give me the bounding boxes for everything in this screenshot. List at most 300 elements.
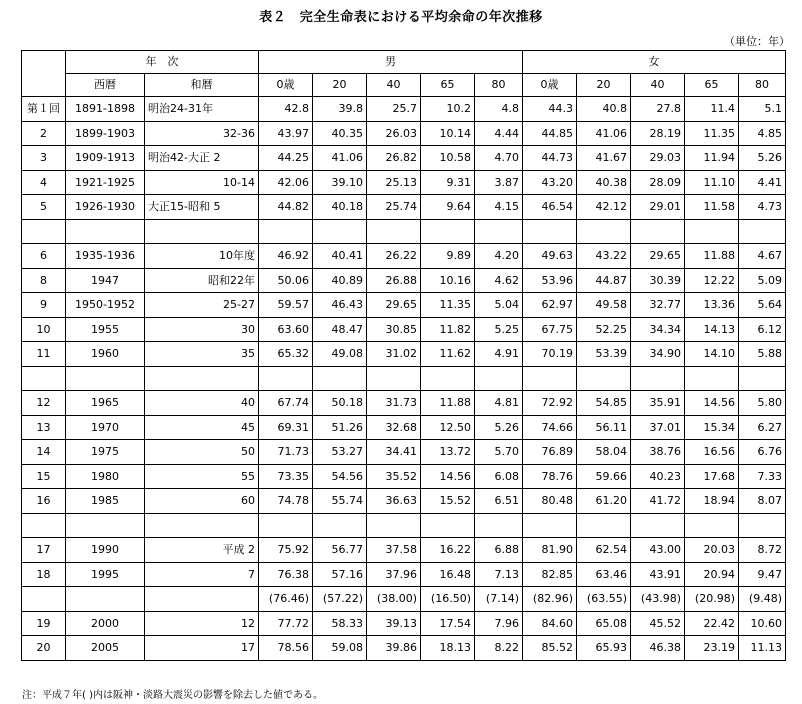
empty-cell — [367, 219, 421, 244]
female-value-cell: 58.04 — [577, 440, 631, 465]
wareki-cell: 35 — [145, 342, 259, 367]
empty-cell — [685, 219, 739, 244]
wareki-header: 和暦 — [145, 74, 259, 97]
wareki-cell: 32-36 — [145, 121, 259, 146]
seireki-cell: 1990 — [66, 538, 145, 563]
table-row — [22, 464, 786, 489]
female-value-cell: 42.12 — [577, 195, 631, 220]
table-row — [22, 538, 786, 563]
female-value-cell: 41.72 — [631, 489, 685, 514]
female-value-cell: 80.48 — [523, 489, 577, 514]
male-value-cell: (16.50) — [421, 587, 475, 612]
female-value-cell: 14.13 — [685, 317, 739, 342]
female-value-cell: 85.52 — [523, 636, 577, 661]
female-value-cell: 13.36 — [685, 293, 739, 318]
male-age-header: 0歳 — [259, 74, 313, 97]
female-value-cell: 28.19 — [631, 121, 685, 146]
empty-cell — [259, 219, 313, 244]
female-value-cell: 72.92 — [523, 391, 577, 416]
wareki-cell: 50 — [145, 440, 259, 465]
empty-cell — [367, 366, 421, 391]
male-value-cell: (76.46) — [259, 587, 313, 612]
empty-cell — [523, 366, 577, 391]
male-value-cell: (38.00) — [367, 587, 421, 612]
empty-cell — [577, 513, 631, 538]
female-value-cell: 41.67 — [577, 146, 631, 171]
male-value-cell: 29.65 — [367, 293, 421, 318]
female-value-cell: 5.80 — [739, 391, 786, 416]
table-row — [22, 293, 786, 318]
male-value-cell: 4.62 — [475, 268, 523, 293]
male-value-cell: 10.14 — [421, 121, 475, 146]
male-value-cell: 71.73 — [259, 440, 313, 465]
empty-cell — [421, 219, 475, 244]
table-row — [22, 415, 786, 440]
female-value-cell: (82.96) — [523, 587, 577, 612]
empty-cell — [685, 366, 739, 391]
male-value-cell: 6.51 — [475, 489, 523, 514]
empty-cell — [313, 513, 367, 538]
male-value-cell: 26.22 — [367, 244, 421, 269]
male-value-cell: 11.82 — [421, 317, 475, 342]
female-value-cell: 11.94 — [685, 146, 739, 171]
male-value-cell: 42.06 — [259, 170, 313, 195]
female-value-cell: 43.91 — [631, 562, 685, 587]
female-value-cell: 9.47 — [739, 562, 786, 587]
female-value-cell: 28.09 — [631, 170, 685, 195]
male-value-cell: 44.82 — [259, 195, 313, 220]
male-value-cell: 46.43 — [313, 293, 367, 318]
female-value-cell: 62.54 — [577, 538, 631, 563]
female-value-cell: 8.72 — [739, 538, 786, 563]
female-value-cell: 15.34 — [685, 415, 739, 440]
female-value-cell: 65.08 — [577, 611, 631, 636]
female-value-cell: 5.26 — [739, 146, 786, 171]
row-number-cell: 3 — [22, 146, 66, 171]
male-value-cell: 59.08 — [313, 636, 367, 661]
male-value-cell: 63.60 — [259, 317, 313, 342]
male-value-cell: 31.73 — [367, 391, 421, 416]
female-value-cell: 84.60 — [523, 611, 577, 636]
spacer-row — [22, 513, 786, 538]
empty-cell — [145, 513, 259, 538]
row-number-cell: 20 — [22, 636, 66, 661]
female-value-cell: 14.56 — [685, 391, 739, 416]
female-value-cell: 8.07 — [739, 489, 786, 514]
seireki-cell: 1935-1936 — [66, 244, 145, 269]
female-value-cell: 63.46 — [577, 562, 631, 587]
female-value-cell: 29.01 — [631, 195, 685, 220]
female-value-cell: 38.76 — [631, 440, 685, 465]
table-row — [22, 587, 786, 612]
female-value-cell: 62.97 — [523, 293, 577, 318]
male-value-cell: 11.35 — [421, 293, 475, 318]
male-value-cell: 18.13 — [421, 636, 475, 661]
table-row — [22, 195, 786, 220]
male-value-cell: 31.02 — [367, 342, 421, 367]
row-number-cell: 4 — [22, 170, 66, 195]
female-age-header: 20 — [577, 74, 631, 97]
male-value-cell: 39.8 — [313, 97, 367, 122]
female-value-cell: 82.85 — [523, 562, 577, 587]
male-value-cell: 14.56 — [421, 464, 475, 489]
female-value-cell: 67.75 — [523, 317, 577, 342]
male-value-cell: 4.81 — [475, 391, 523, 416]
male-value-cell: 44.25 — [259, 146, 313, 171]
male-value-cell: 10.58 — [421, 146, 475, 171]
female-age-header: 0歳 — [523, 74, 577, 97]
row-number-cell: 12 — [22, 391, 66, 416]
male-value-cell: 6.88 — [475, 538, 523, 563]
male-value-cell: 7.96 — [475, 611, 523, 636]
male-value-cell: 25.13 — [367, 170, 421, 195]
empty-cell — [22, 219, 66, 244]
table-row — [22, 489, 786, 514]
female-value-cell: 70.19 — [523, 342, 577, 367]
male-value-cell: 10.16 — [421, 268, 475, 293]
female-value-cell: 40.23 — [631, 464, 685, 489]
female-value-cell: 44.73 — [523, 146, 577, 171]
wareki-cell: 60 — [145, 489, 259, 514]
male-value-cell: 73.35 — [259, 464, 313, 489]
female-value-cell: (43.98) — [631, 587, 685, 612]
female-value-cell: 41.06 — [577, 121, 631, 146]
female-value-cell: 23.19 — [685, 636, 739, 661]
table-row — [22, 170, 786, 195]
female-value-cell: 5.09 — [739, 268, 786, 293]
female-value-cell: 4.67 — [739, 244, 786, 269]
male-value-cell: 50.06 — [259, 268, 313, 293]
wareki-cell: 明治24-31年 — [145, 97, 259, 122]
female-value-cell: 16.56 — [685, 440, 739, 465]
male-value-cell: 4.70 — [475, 146, 523, 171]
seireki-cell: 1995 — [66, 562, 145, 587]
wareki-cell: 17 — [145, 636, 259, 661]
male-age-header: 40 — [367, 74, 421, 97]
spacer-row — [22, 219, 786, 244]
female-value-cell: 12.22 — [685, 268, 739, 293]
male-value-cell: 49.08 — [313, 342, 367, 367]
empty-cell — [145, 366, 259, 391]
male-value-cell: 10.2 — [421, 97, 475, 122]
female-header: 女 — [523, 51, 786, 74]
male-value-cell: 32.68 — [367, 415, 421, 440]
footnote: 注：平成７年( )内は阪神・淡路大震災の影響を除去した値である。 — [22, 690, 323, 701]
table-row — [22, 440, 786, 465]
male-value-cell: 50.18 — [313, 391, 367, 416]
male-value-cell: 57.16 — [313, 562, 367, 587]
female-age-header: 40 — [631, 74, 685, 97]
empty-cell — [475, 513, 523, 538]
female-value-cell: 14.10 — [685, 342, 739, 367]
male-value-cell: 39.86 — [367, 636, 421, 661]
male-value-cell: 26.82 — [367, 146, 421, 171]
female-value-cell: 40.8 — [577, 97, 631, 122]
female-value-cell: 49.58 — [577, 293, 631, 318]
male-age-header: 20 — [313, 74, 367, 97]
row-number-cell: 13 — [22, 415, 66, 440]
male-value-cell: 26.03 — [367, 121, 421, 146]
female-value-cell: 20.94 — [685, 562, 739, 587]
female-value-cell: 11.4 — [685, 97, 739, 122]
male-value-cell: 9.31 — [421, 170, 475, 195]
male-value-cell: 13.72 — [421, 440, 475, 465]
female-value-cell: 52.25 — [577, 317, 631, 342]
wareki-cell: 明治42-大正 2 — [145, 146, 259, 171]
male-value-cell: 37.58 — [367, 538, 421, 563]
male-age-header: 65 — [421, 74, 475, 97]
female-value-cell: 74.66 — [523, 415, 577, 440]
female-value-cell: (20.98) — [685, 587, 739, 612]
female-value-cell: 5.88 — [739, 342, 786, 367]
seireki-header: 西暦 — [66, 74, 145, 97]
female-value-cell: 81.90 — [523, 538, 577, 563]
row-number-cell: 第１回 — [22, 97, 66, 122]
female-value-cell: 76.89 — [523, 440, 577, 465]
female-value-cell: 59.66 — [577, 464, 631, 489]
empty-cell — [145, 219, 259, 244]
male-value-cell: 51.26 — [313, 415, 367, 440]
female-age-header: 80 — [739, 74, 786, 97]
male-value-cell: 4.8 — [475, 97, 523, 122]
female-value-cell: 53.96 — [523, 268, 577, 293]
female-value-cell: 61.20 — [577, 489, 631, 514]
seireki-cell — [66, 587, 145, 612]
male-header: 男 — [259, 51, 523, 74]
empty-cell — [22, 513, 66, 538]
empty-cell — [739, 219, 786, 244]
row-number-cell: 18 — [22, 562, 66, 587]
row-number-cell: 11 — [22, 342, 66, 367]
male-value-cell: 26.88 — [367, 268, 421, 293]
table-row — [22, 146, 786, 171]
male-value-cell: 46.92 — [259, 244, 313, 269]
female-value-cell: 10.60 — [739, 611, 786, 636]
row-number-cell: 2 — [22, 121, 66, 146]
female-value-cell: 40.38 — [577, 170, 631, 195]
empty-cell — [577, 219, 631, 244]
empty-cell — [22, 366, 66, 391]
male-value-cell: 55.74 — [313, 489, 367, 514]
empty-cell — [259, 513, 313, 538]
male-value-cell: (57.22) — [313, 587, 367, 612]
male-value-cell: 15.52 — [421, 489, 475, 514]
row-number-cell: 6 — [22, 244, 66, 269]
female-value-cell: 11.13 — [739, 636, 786, 661]
female-value-cell: 27.8 — [631, 97, 685, 122]
female-value-cell: 29.65 — [631, 244, 685, 269]
seireki-cell: 1926-1930 — [66, 195, 145, 220]
male-value-cell: 59.57 — [259, 293, 313, 318]
female-value-cell: 37.01 — [631, 415, 685, 440]
male-value-cell: 3.87 — [475, 170, 523, 195]
empty-cell — [66, 219, 145, 244]
empty-cell — [523, 219, 577, 244]
empty-cell — [631, 366, 685, 391]
female-value-cell: 6.27 — [739, 415, 786, 440]
empty-cell — [475, 219, 523, 244]
wareki-cell: 平成 2 — [145, 538, 259, 563]
female-value-cell: 43.00 — [631, 538, 685, 563]
male-value-cell: 11.88 — [421, 391, 475, 416]
female-value-cell: 11.35 — [685, 121, 739, 146]
male-value-cell: 12.50 — [421, 415, 475, 440]
male-value-cell: 40.89 — [313, 268, 367, 293]
male-value-cell: 16.22 — [421, 538, 475, 563]
female-value-cell: 43.22 — [577, 244, 631, 269]
male-value-cell: 36.63 — [367, 489, 421, 514]
female-value-cell: 11.10 — [685, 170, 739, 195]
row-number-cell: 14 — [22, 440, 66, 465]
seireki-cell: 1980 — [66, 464, 145, 489]
table-body — [22, 97, 786, 661]
female-value-cell: 30.39 — [631, 268, 685, 293]
female-value-cell: 11.88 — [685, 244, 739, 269]
female-value-cell: 17.68 — [685, 464, 739, 489]
male-value-cell: 42.8 — [259, 97, 313, 122]
male-value-cell: 6.08 — [475, 464, 523, 489]
empty-cell — [367, 513, 421, 538]
male-value-cell: 54.56 — [313, 464, 367, 489]
empty-cell — [685, 513, 739, 538]
male-value-cell: 39.10 — [313, 170, 367, 195]
male-value-cell: 75.92 — [259, 538, 313, 563]
male-value-cell: 43.97 — [259, 121, 313, 146]
male-value-cell: 39.13 — [367, 611, 421, 636]
female-value-cell: 53.39 — [577, 342, 631, 367]
female-value-cell: 6.76 — [739, 440, 786, 465]
spacer-row — [22, 366, 786, 391]
female-value-cell: 45.52 — [631, 611, 685, 636]
table-row — [22, 97, 786, 122]
row-number-cell: 15 — [22, 464, 66, 489]
empty-cell — [313, 366, 367, 391]
row-number-cell: 8 — [22, 268, 66, 293]
male-value-cell: 34.41 — [367, 440, 421, 465]
male-value-cell: 8.22 — [475, 636, 523, 661]
seireki-cell: 1960 — [66, 342, 145, 367]
female-value-cell: (63.55) — [577, 587, 631, 612]
empty-cell — [66, 513, 145, 538]
empty-cell — [421, 513, 475, 538]
seireki-cell: 1975 — [66, 440, 145, 465]
male-value-cell: 77.72 — [259, 611, 313, 636]
row-number-cell: 10 — [22, 317, 66, 342]
female-value-cell: 5.64 — [739, 293, 786, 318]
female-value-cell: 46.38 — [631, 636, 685, 661]
male-value-cell: 37.96 — [367, 562, 421, 587]
female-value-cell: 43.20 — [523, 170, 577, 195]
male-value-cell: 9.89 — [421, 244, 475, 269]
wareki-cell: 12 — [145, 611, 259, 636]
female-value-cell: 20.03 — [685, 538, 739, 563]
seireki-cell: 1965 — [66, 391, 145, 416]
wareki-cell: 25-27 — [145, 293, 259, 318]
wareki-cell: 30 — [145, 317, 259, 342]
male-value-cell: 30.85 — [367, 317, 421, 342]
row-number-cell: 5 — [22, 195, 66, 220]
female-value-cell: 54.85 — [577, 391, 631, 416]
male-value-cell: (7.14) — [475, 587, 523, 612]
male-value-cell: 16.48 — [421, 562, 475, 587]
wareki-cell: 40 — [145, 391, 259, 416]
row-number-cell: 16 — [22, 489, 66, 514]
male-value-cell: 41.06 — [313, 146, 367, 171]
empty-cell — [475, 366, 523, 391]
male-value-cell: 65.32 — [259, 342, 313, 367]
seireki-cell: 1950-1952 — [66, 293, 145, 318]
male-value-cell: 4.91 — [475, 342, 523, 367]
female-value-cell: (9.48) — [739, 587, 786, 612]
row-number-cell — [22, 587, 66, 612]
seireki-cell: 2005 — [66, 636, 145, 661]
female-value-cell: 5.1 — [739, 97, 786, 122]
female-value-cell: 29.03 — [631, 146, 685, 171]
empty-cell — [739, 366, 786, 391]
table-row — [22, 268, 786, 293]
table-row — [22, 562, 786, 587]
empty-cell — [523, 513, 577, 538]
wareki-cell: 45 — [145, 415, 259, 440]
female-value-cell: 34.90 — [631, 342, 685, 367]
male-value-cell: 78.56 — [259, 636, 313, 661]
male-value-cell: 25.7 — [367, 97, 421, 122]
table-row — [22, 244, 786, 269]
male-value-cell: 25.74 — [367, 195, 421, 220]
no-header-cell — [22, 51, 66, 97]
wareki-cell: 10年度 — [145, 244, 259, 269]
empty-cell — [259, 366, 313, 391]
female-value-cell: 49.63 — [523, 244, 577, 269]
female-value-cell: 35.91 — [631, 391, 685, 416]
empty-cell — [421, 366, 475, 391]
female-value-cell: 18.94 — [685, 489, 739, 514]
empty-cell — [313, 219, 367, 244]
empty-cell — [631, 219, 685, 244]
unit-label: （単位：年） — [724, 35, 790, 48]
male-value-cell: 40.35 — [313, 121, 367, 146]
female-value-cell: 44.3 — [523, 97, 577, 122]
female-value-cell: 46.54 — [523, 195, 577, 220]
seireki-cell: 2000 — [66, 611, 145, 636]
female-value-cell: 65.93 — [577, 636, 631, 661]
wareki-cell: 7 — [145, 562, 259, 587]
male-value-cell: 5.04 — [475, 293, 523, 318]
male-value-cell: 48.47 — [313, 317, 367, 342]
wareki-cell: 大正15-昭和 5 — [145, 195, 259, 220]
male-value-cell: 56.77 — [313, 538, 367, 563]
male-value-cell: 5.25 — [475, 317, 523, 342]
empty-cell — [631, 513, 685, 538]
male-value-cell: 53.27 — [313, 440, 367, 465]
female-value-cell: 6.12 — [739, 317, 786, 342]
male-age-header: 80 — [475, 74, 523, 97]
empty-cell — [739, 513, 786, 538]
seireki-cell: 1947 — [66, 268, 145, 293]
male-value-cell: 11.62 — [421, 342, 475, 367]
male-value-cell: 17.54 — [421, 611, 475, 636]
table-row — [22, 121, 786, 146]
wareki-cell: 10-14 — [145, 170, 259, 195]
seireki-cell: 1909-1913 — [66, 146, 145, 171]
male-value-cell: 4.20 — [475, 244, 523, 269]
table-row — [22, 317, 786, 342]
female-value-cell: 34.34 — [631, 317, 685, 342]
male-value-cell: 7.13 — [475, 562, 523, 587]
male-value-cell: 40.18 — [313, 195, 367, 220]
male-value-cell: 35.52 — [367, 464, 421, 489]
female-value-cell: 7.33 — [739, 464, 786, 489]
